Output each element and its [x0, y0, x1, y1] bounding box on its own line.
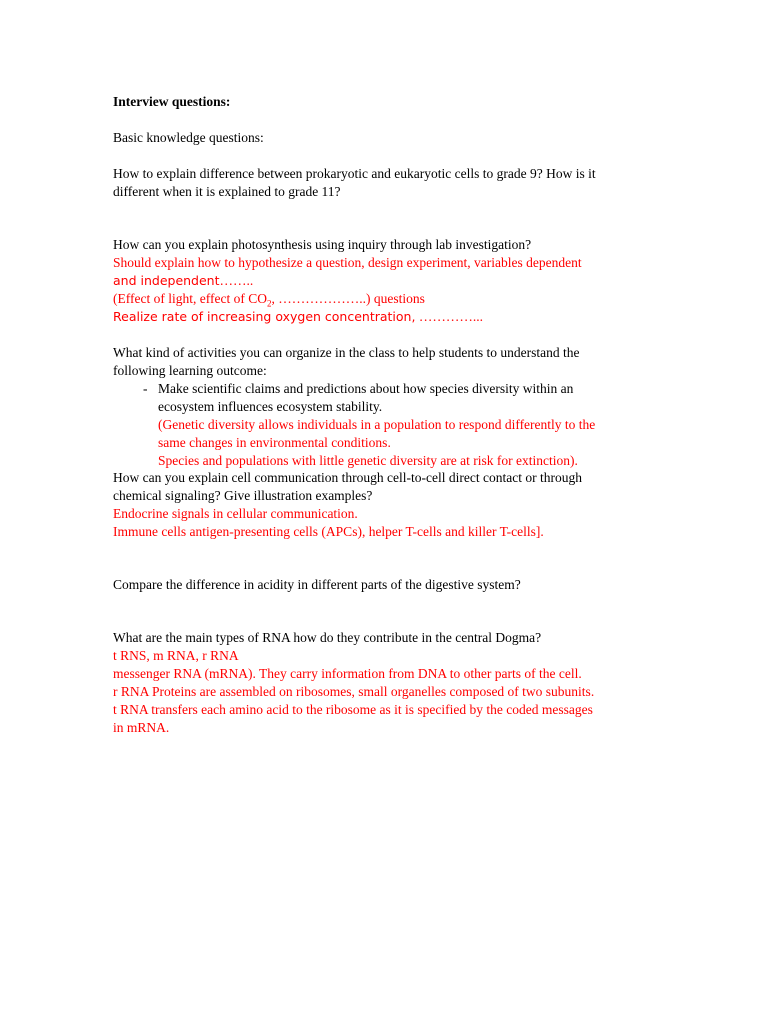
answer-6-line-3: r RNA Proteins are assembled on ribosomes, small organelles composed of two subunits.: [113, 684, 595, 699]
question-5: Compare the difference in acidity in different parts of the digestive system?: [113, 577, 521, 592]
answer-2-line-3-pre: (Effect of light, effect of CO: [113, 291, 267, 306]
question-6: What are the main types of RNA how do they contribute in the central Dogma?: [113, 630, 542, 645]
question-2: How can you explain photosynthesis using inquiry through lab investigation?: [113, 237, 532, 252]
answer-6-line-4: t RNA transfers each amino acid to the ribosome as it is specified by the coded messages: [113, 702, 593, 717]
bullet-dash: -: [143, 381, 148, 396]
answer-6-line-2: messenger RNA (mRNA). They carry information from DNA to other parts of the cell.: [113, 666, 582, 681]
answer-6-line-1: t RNS, m RNA, r RNA: [113, 648, 239, 663]
answer-2-line-2: [113, 272, 253, 290]
answer-4-line-1: Endocrine signals in cellular communication.: [113, 506, 358, 521]
answer-2-line-3-post: , ………………..) questions: [271, 291, 425, 306]
answer-2-line-1: Should explain how to hypothesize a question, design experiment, variables dependent: [113, 255, 582, 270]
answer-3-line-1: (Genetic diversity allows individuals in a population to respond differently to the: [158, 417, 596, 432]
question-4-line-1: How can you explain cell communication through cell-to-cell direct contact or through: [113, 470, 582, 485]
document-title: Interview questions:: [113, 94, 231, 109]
bullet-line-2: ecosystem influences ecosystem stability.: [158, 399, 383, 414]
section-heading: Basic knowledge questions:: [113, 130, 264, 145]
answer-4-line-2: Immune cells antigen-presenting cells (APCs), helper T-cells and killer T-cells].: [113, 524, 544, 539]
answer-3-line-3: Species and populations with little genetic diversity are at risk for extinction).: [158, 453, 578, 468]
question-4-line-2: chemical signaling? Give illustration examples?: [113, 488, 373, 503]
answer-3-line-2: same changes in environmental conditions.: [158, 435, 391, 450]
bullet-line-1: Make scientific claims and predictions about how species diversity within an: [158, 381, 574, 396]
question-1-line-2: different when it is explained to grade 11?: [113, 184, 341, 199]
answer-2-line-4: [113, 308, 483, 326]
answer-2-line-3-sub: 2: [266, 298, 272, 309]
answer-2-line-2-text: and independent: [113, 273, 220, 288]
answer-6-line-5: in mRNA.: [113, 720, 170, 735]
answer-2-line-4-text: Realize rate of increasing oxygen concentration,: [113, 309, 416, 324]
question-3-line-2: following learning outcome:: [113, 363, 267, 378]
answer-2-line-4-dots: …………...: [415, 309, 483, 324]
answer-2-line-2-dots: ……..: [219, 273, 254, 288]
question-1-line-1: How to explain difference between prokaryotic and eukaryotic cells to grade 9? How is it: [113, 166, 596, 181]
question-3-line-1: What kind of activities you can organize in the class to help students to understand the: [113, 345, 580, 360]
